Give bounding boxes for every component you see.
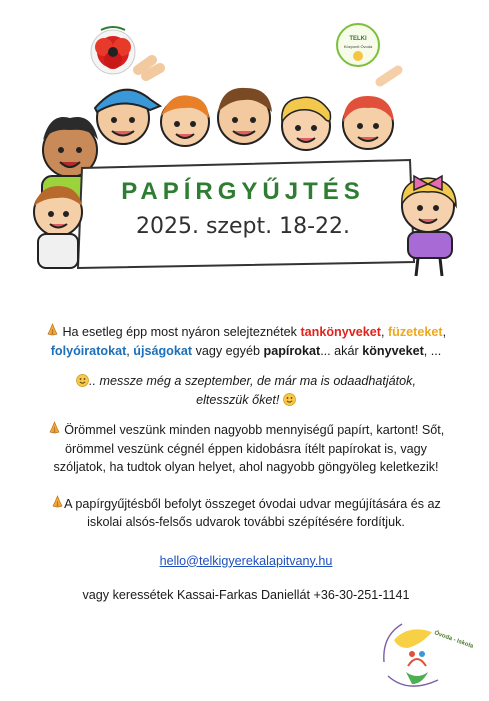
kid-3 — [161, 95, 209, 146]
svg-text:Óvoda - Iskola: Óvoda - Iskola — [433, 630, 474, 650]
banner — [78, 178, 408, 239]
smiley-icon — [76, 374, 89, 387]
keyword-also-felsos: alsós-felsős — [125, 515, 193, 529]
kid-7 — [34, 186, 82, 268]
keyword-folyoiratokat: folyóiratokat — [50, 343, 127, 358]
keyword-konyveket: könyveket — [362, 343, 424, 358]
paragraph-collection: Örömmel veszünk minden nagyobb mennyiségű papírt, kartont! Sőt, örömmel veszünk cégnél éppen kidobásra ítélt papírokat is, vagy szóljatok, ha tudtok olyan helyet, ahol nagyobb göngyöleg keletkezik! — [40, 421, 452, 477]
banner-title: PAPÍRGYŰJTÉS — [121, 178, 365, 205]
kid-6 — [343, 70, 398, 149]
paragraph-purpose: A papírgyűjtésből befolyt összeget óvodai udvar megújítására és az iskolai alsós-felsős udvarok további szépítésére fordítjuk. — [40, 495, 452, 532]
keyword-fuzeteket: füzeteket — [387, 325, 443, 339]
poppy-logo — [91, 27, 135, 74]
contact-line: vagy keressétek Kassai-Farkas Daniellát +36-30-251-1141 — [82, 588, 410, 602]
keyword-tankonyveket: tankönyveket — [300, 325, 381, 339]
keyword-papirokat: papírokat — [263, 343, 321, 358]
banner-date: 2025. szept. 18-22. — [135, 214, 351, 239]
kid-5 — [282, 97, 331, 150]
keyword-ujsagokat: újságokat — [133, 343, 193, 358]
smiley-icon — [283, 393, 296, 406]
kids-banner-illustration — [0, 0, 489, 300]
flyer-body — [40, 323, 452, 617]
praying-hands-icon — [51, 495, 64, 508]
praying-hands-icon — [46, 323, 59, 336]
email-link[interactable]: hello@telkigyerekalapitvany.hu — [159, 553, 333, 568]
praying-hands-icon — [48, 421, 61, 434]
paragraph-intro: Ha esetleg épp most nyáron selejteznétek tankönyveket, füzeteket, folyóiratokat, újságokat vagy egyéb papírokat... akár könyveket, ... — [40, 323, 452, 360]
svg-text:Központi Óvoda: Központi Óvoda — [343, 44, 373, 49]
alapitvany-logo — [378, 614, 474, 694]
kid-4 — [218, 88, 272, 144]
telki-ovoda-logo — [337, 24, 379, 66]
svg-text:TELKI: TELKI — [349, 36, 367, 42]
paragraph-september: .. messze még a szeptember, de már ma is odaadhatjátok, eltesszük őket! — [40, 372, 452, 409]
